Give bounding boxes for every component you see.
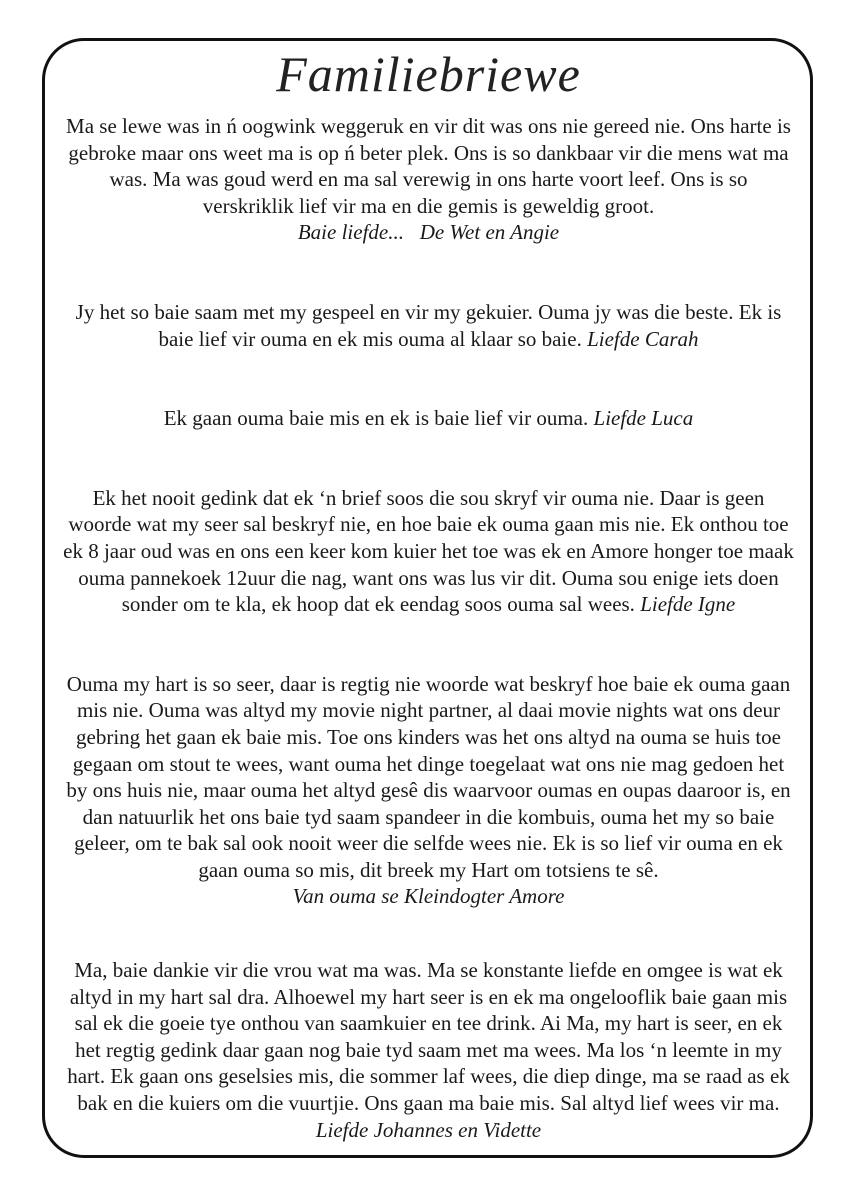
letter-signature: Liefde Carah	[587, 326, 699, 351]
spacer	[62, 246, 795, 299]
letters-body	[62, 113, 795, 1143]
letter-amore	[62, 671, 795, 910]
letter-johannes-vidette	[62, 957, 795, 1143]
letter-signature: Liefde Luca	[593, 406, 694, 431]
page-title: Familiebriewe	[276, 46, 581, 102]
letter-text: Jy het so baie saam met my gespeel en vir my gekuier. Ouma jy was die beste. Ek is baie lief vir ouma en ek mis ouma al klaar so baie.	[75, 299, 782, 351]
letter-text: Ek gaan ouma baie mis en ek is baie lief vir ouma.	[163, 406, 589, 431]
letter-de-wet-angie	[62, 113, 795, 246]
letter-text: Ek het nooit gedink dat ek ‘n brief soos die sou skryf vir ouma nie. Daar is geen woorde wat my seer sal beskryf nie, en hoe baie ek ouma gaan mis nie. Ek onthou toe ek 8 jaar oud was en ons een keer kom kuier het toe was ek en Amore honger toe maak ouma pannekoek 12uur die nag, want ons was lus vir dit. Ouma sou enige iets doen sonder om te kla, ek hoop dat ek eendag soos ouma sal wees.	[63, 485, 794, 617]
letter-text: Ouma my hart is so seer, daar is regtig nie woorde wat beskryf hoe baie ek ouma gaan mis nie. Ouma was altyd my movie night partner, al daai movie nights wat ons deur gebring het gaan ek baie mis. Toe ons kinders was het ons altyd na ouma se huis toe gegaan om stout te wees, want ouma het dinge toegelaat wat ons nie mag gedoen het by ons huis nie, maar ouma het altyd gesê dis waarvoor oumas en oupas daaroor is, en dan natuurlik het ons baie tyd saam spandeer in die kombuis, ouma het my so baie geleer, om te bak sal ook nooit weer die selfde wees nie. Ek is so lief vir ouma en ek gaan ouma so mis, dit breek my Hart om totsiens te sê.	[66, 671, 791, 882]
spacer	[62, 432, 795, 485]
letter-signature: Liefde Igne	[640, 592, 736, 617]
letter-signature: Baie liefde... De Wet en Angie	[297, 220, 560, 245]
spacer	[62, 618, 795, 671]
letter-text: Ma, baie dankie vir die vrou wat ma was. Ma se konstante liefde en omgee is wat ek altyd in my hart sal dra. Alhoewel my hart seer is en ek ma ongelooflik baie gaan mis sal ek die goeie tye onthou van saamkuier en tee drink. Ai Ma, my hart is seer, en ek het regtig gedink daar gaan nog baie tyd saam met ma wees. Ma los ‘n leemte in my hart. Ek gaan ons geselsies mis, die sommer laf wees, die diep dinge, ma se raad as ek bak en die kuiers om die vuurtjie. Ons gaan ma baie mis. Sal altyd lief wees vir ma.	[67, 958, 790, 1116]
letter-carah	[62, 299, 795, 352]
letter-signature: Liefde Johannes en Vidette	[315, 1117, 542, 1142]
letter-text: Ma se lewe was in ń oogwink weggeruk en vir dit was ons nie gereed nie. Ons harte is gebroke maar ons weet ma is op ń beter plek. Ons is so dankbaar vir die mens wat ma was. Ma was goud werd en ma sal verewig in ons harte voort leef. Ons is so verskriklik lief vir ma en die gemis is geweldig groot.	[66, 114, 791, 218]
spacer	[62, 352, 795, 405]
letter-signature: Van ouma se Kleindogter Amore	[292, 884, 565, 909]
spacer	[62, 910, 795, 957]
letter-igne	[62, 485, 795, 618]
letter-luca	[62, 405, 795, 432]
